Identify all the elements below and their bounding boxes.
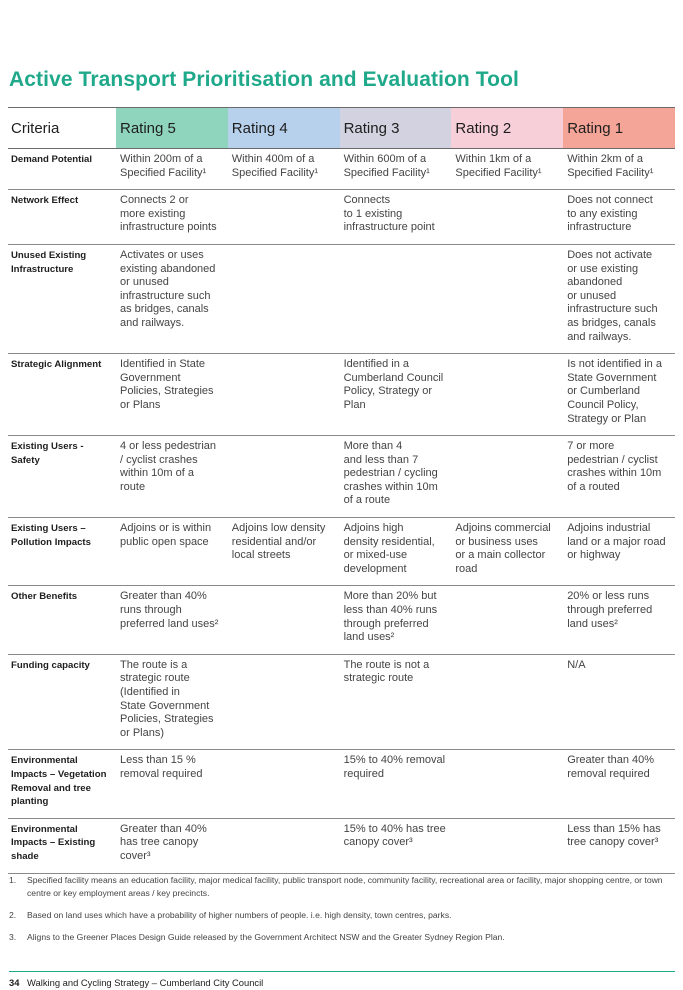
footnote — [9, 931, 673, 944]
cell-text: Less than 15 % removal required — [120, 754, 203, 780]
cell-text: Adjoins high density residential, or mixed-use development — [343, 522, 435, 575]
footnote-text: Aligns to the Greener Places Design Guide released by the Government Architect NSW and the Greater Sydney Region Plan. — [27, 932, 505, 942]
criteria-cell: Environmental Impacts – Existing shade — [8, 818, 116, 873]
rating-2-cell — [451, 436, 563, 518]
header-rating-4: Rating 4 — [228, 108, 340, 149]
rating-3-cell — [340, 149, 452, 190]
rating-3-cell — [340, 190, 452, 245]
header-row — [8, 108, 675, 149]
criteria-cell: Unused Existing Infrastructure — [8, 244, 116, 353]
table-row — [8, 654, 675, 750]
rating-5-cell — [116, 818, 228, 873]
cell-text: Within 2km of a Specified Facility¹ — [567, 153, 654, 179]
table-row — [8, 586, 675, 654]
cell-text: Identified in State Government Policies, Strategies or Plans — [120, 358, 214, 411]
evaluation-table — [8, 107, 675, 874]
table-row — [8, 354, 675, 436]
table-row — [8, 818, 675, 873]
rating-2-cell — [451, 354, 563, 436]
cell-text: Within 400m of a Specified Facility¹ — [231, 153, 318, 179]
footnote-number: 3. — [9, 932, 17, 942]
cell-text: 20% or less runs through preferred land uses² — [567, 590, 653, 630]
rating-5-cell — [116, 354, 228, 436]
table-row — [8, 149, 675, 190]
rating-5-cell — [116, 750, 228, 818]
rating-4-cell — [228, 436, 340, 518]
rating-4-cell — [228, 190, 340, 245]
cell-text: 15% to 40% has tree canopy cover³ — [343, 822, 446, 849]
cell-text: Does not activate or use existing abandoned or unused infrastructure such as bridges, canals and railways. — [567, 248, 658, 343]
rating-3-cell — [340, 586, 452, 654]
cell-text: 4 or less pedestrian / cyclist crashes within 10m of a route — [120, 440, 216, 493]
rating-1-cell — [563, 149, 675, 190]
rating-5-cell — [116, 244, 228, 353]
rating-5-cell — [116, 654, 228, 750]
cell-text: Adjoins commercial or business uses or a main collector road — [455, 522, 551, 575]
rating-3-cell — [340, 354, 452, 436]
rating-1-cell — [563, 190, 675, 245]
cell-text: N/A — [567, 658, 586, 671]
cell-text: Connects 2 or more existing infrastructure points — [120, 194, 217, 234]
rating-4-cell — [228, 149, 340, 190]
criteria-cell: Other Benefits — [8, 586, 116, 654]
cell-text: Connects to 1 existing infrastructure point — [343, 194, 435, 234]
cell-text: Within 600m of a Specified Facility¹ — [343, 153, 430, 179]
rating-1-cell — [563, 244, 675, 353]
criteria-cell: Demand Potential — [8, 149, 116, 190]
cell-text: The route is a strategic route (Identified in State Government Policies, Strategies or Plans) — [120, 658, 214, 739]
rating-4-cell — [228, 818, 340, 873]
cell-text: Adjoins low density residential and/or local streets — [231, 522, 326, 562]
rating-2-cell — [451, 654, 563, 750]
table-row — [8, 436, 675, 518]
rating-5-cell — [116, 436, 228, 518]
footnote-text: Based on land uses which have a probability of higher numbers of people. i.e. high density, town centres, parks. — [27, 910, 452, 920]
rating-4-cell — [228, 354, 340, 436]
rating-4-cell — [228, 750, 340, 818]
table-row — [8, 190, 675, 245]
criteria-cell: Strategic Alignment — [8, 354, 116, 436]
cell-text: The route is not a strategic route — [343, 658, 430, 685]
rating-2-cell — [451, 244, 563, 353]
cell-text: 15% to 40% removal required — [343, 754, 446, 780]
page-footer — [9, 977, 263, 988]
rating-3-cell — [340, 654, 452, 750]
footnote-text: Specified facility means an education facility, major medical facility, public transport node, community facility, recreational area or facility, major shopping centre, or town centre or key employment areas / key precincts. — [27, 875, 663, 898]
cell-text: More than 4 and less than 7 pedestrian / cycling crashes within 10m of a route — [343, 440, 438, 507]
table-row — [8, 244, 675, 353]
rating-2-cell — [451, 750, 563, 818]
footer-divider — [9, 971, 675, 972]
footnote — [9, 874, 673, 900]
rating-1-cell — [563, 654, 675, 750]
header-rating-5: Rating 5 — [116, 108, 228, 149]
rating-1-cell — [563, 518, 675, 586]
footnote-number: 1. — [9, 875, 17, 885]
rating-1-cell — [563, 750, 675, 818]
cell-text: Within 200m of a Specified Facility¹ — [120, 153, 207, 179]
footnote-number: 2. — [9, 910, 17, 920]
footer-text: Walking and Cycling Strategy – Cumberland City Council — [27, 977, 264, 988]
cell-text: Greater than 40% has tree canopy cover³ — [120, 822, 207, 862]
rating-3-cell — [340, 244, 452, 353]
footnotes — [9, 874, 673, 953]
rating-3-cell — [340, 436, 452, 518]
criteria-cell: Existing Users - Safety — [8, 436, 116, 518]
header-criteria: Criteria — [8, 108, 116, 149]
rating-3-cell — [340, 518, 452, 586]
header-rating-3: Rating 3 — [340, 108, 452, 149]
rating-3-cell — [340, 750, 452, 818]
rating-4-cell — [228, 586, 340, 654]
page-title: Active Transport Prioritisation and Evaluation Tool — [9, 68, 519, 91]
cell-text: Is not identified in a State Government or Cumberland Council Policy, Strategy or Plan — [567, 358, 662, 425]
cell-text: More than 20% but less than 40% runs through preferred land uses² — [343, 590, 438, 644]
criteria-cell: Environmental Impacts – Vegetation Removal and tree planting — [8, 750, 116, 818]
cell-text: Within 1km of a Specified Facility¹ — [455, 153, 542, 179]
criteria-cell: Funding capacity — [8, 654, 116, 750]
cell-text: Adjoins industrial land or a major road or highway — [567, 522, 666, 562]
rating-1-cell — [563, 354, 675, 436]
rating-5-cell — [116, 518, 228, 586]
cell-text: Identified in a Cumberland Council Policy, Strategy or Plan — [343, 358, 444, 411]
rating-4-cell — [228, 654, 340, 750]
rating-4-cell — [228, 244, 340, 353]
rating-3-cell — [340, 818, 452, 873]
rating-1-cell — [563, 586, 675, 654]
rating-4-cell — [228, 518, 340, 586]
criteria-cell: Existing Users – Pollution Impacts — [8, 518, 116, 586]
table-row — [8, 518, 675, 586]
header-rating-2: Rating 2 — [451, 108, 563, 149]
rating-5-cell — [116, 149, 228, 190]
rating-2-cell — [451, 818, 563, 873]
rating-2-cell — [451, 149, 563, 190]
table-row — [8, 750, 675, 818]
cell-text: Adjoins or is within public open space — [120, 522, 212, 548]
header-rating-1: Rating 1 — [563, 108, 675, 149]
rating-5-cell — [116, 190, 228, 245]
rating-5-cell — [116, 586, 228, 654]
cell-text: Greater than 40% removal required — [567, 754, 655, 780]
cell-text: 7 or more pedestrian / cyclist crashes within 10m of a routed — [567, 440, 662, 493]
rating-1-cell — [563, 818, 675, 873]
page-number: 34 — [9, 977, 20, 988]
cell-text: Less than 15% has tree canopy cover³ — [567, 822, 661, 849]
criteria-cell: Network Effect — [8, 190, 116, 245]
rating-2-cell — [451, 518, 563, 586]
rating-2-cell — [451, 190, 563, 245]
rating-1-cell — [563, 436, 675, 518]
cell-text: Does not connect to any existing infrastructure — [567, 194, 653, 234]
rating-2-cell — [451, 586, 563, 654]
cell-text: Activates or uses existing abandoned or unused infrastructure such as bridges, canals and railways. — [120, 248, 216, 329]
footnote — [9, 909, 673, 922]
cell-text: Greater than 40% runs through preferred land uses² — [120, 590, 219, 630]
